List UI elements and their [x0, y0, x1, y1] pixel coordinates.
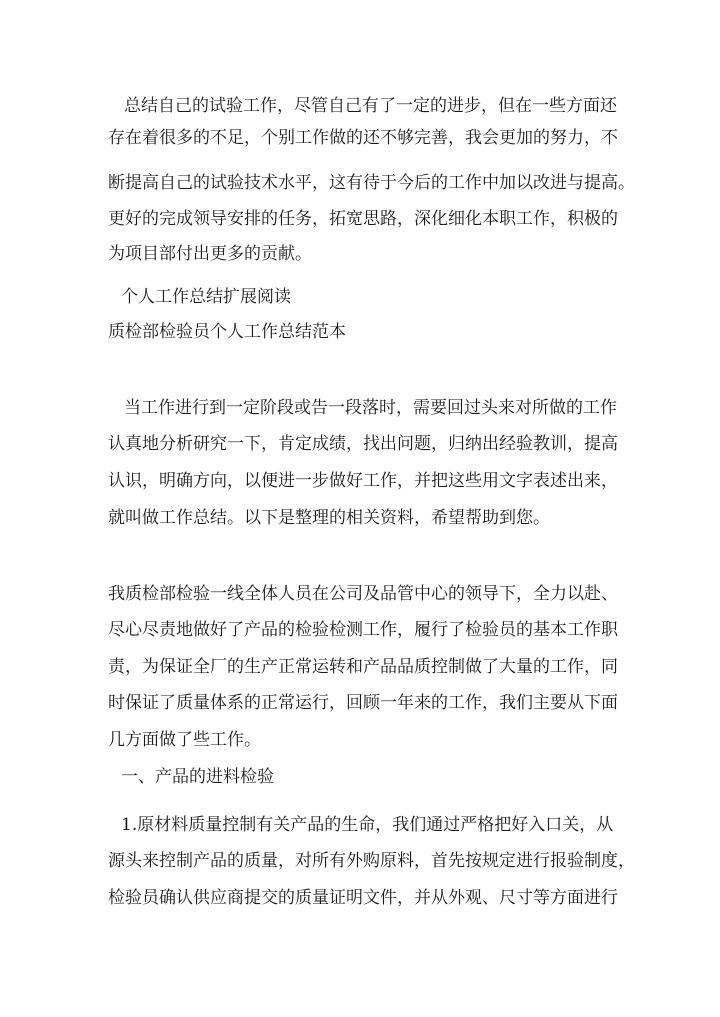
paragraph-line: 认识，明确方向，以便进一步做好工作，并把这些用文字表述出来， [108, 471, 618, 491]
paragraph-line: 总结自己的试验工作，尽管自己有了一定的进步，但在一些方面还 [124, 96, 617, 116]
paragraph-line: 更好的完成领导安排的任务，拓宽思路，深化细化本职工作，积极的 [108, 209, 618, 229]
paragraph-line: 我质检部检验一线全体人员在公司及品管中心的领导下，全力以赴、 [108, 584, 618, 604]
extended-reading-heading: 个人工作总结扩展阅读 [121, 287, 291, 307]
paragraph-line: 检验员确认供应商提交的质量证明文件，并从外观、尺寸等方面进行 [108, 888, 618, 908]
paragraph-line: 为项目部付出更多的贡献。 [108, 244, 312, 264]
paragraph-line: 断提高自己的试验技术水平，这有待于今后的工作中加以改进与提高。 [108, 173, 635, 193]
paragraph-line: 责，为保证全厂的生产正常运转和产品品质控制做了大量的工作，同 [108, 657, 618, 677]
paragraph-line: 时保证了质量体系的正常运行，回顾一年来的工作，我们主要从下面 [108, 693, 618, 713]
paragraph-line: 就叫做工作总结。以下是整理的相关资料，希望帮助到您。 [108, 508, 550, 528]
paragraph-line: 认真地分析研究一下，肯定成绩，找出问题，归纳出经验教训，提高 [108, 434, 618, 454]
paragraph-line: 存在着很多的不足，个别工作做的还不够完善，我会更加的努力，不 [108, 128, 618, 148]
document-title: 质检部检验员个人工作总结范本 [108, 322, 346, 342]
section-heading: 一、产品的进料检验 [121, 767, 274, 787]
paragraph-line: 尽心尽责地做好了产品的检验检测工作，履行了检验员的基本工作职 [108, 620, 618, 640]
paragraph-line: 1.原材料质量控制有关产品的生命，我们通过严格把好入口关，从 [121, 815, 614, 835]
paragraph-line: 几方面做了些工作。 [108, 730, 261, 750]
paragraph-line: 源头来控制产品的质量，对所有外购原料，首先按规定进行报验制度， [108, 851, 635, 871]
paragraph-line: 当工作进行到一定阶段或告一段落时，需要回过头来对所做的工作 [124, 398, 617, 418]
